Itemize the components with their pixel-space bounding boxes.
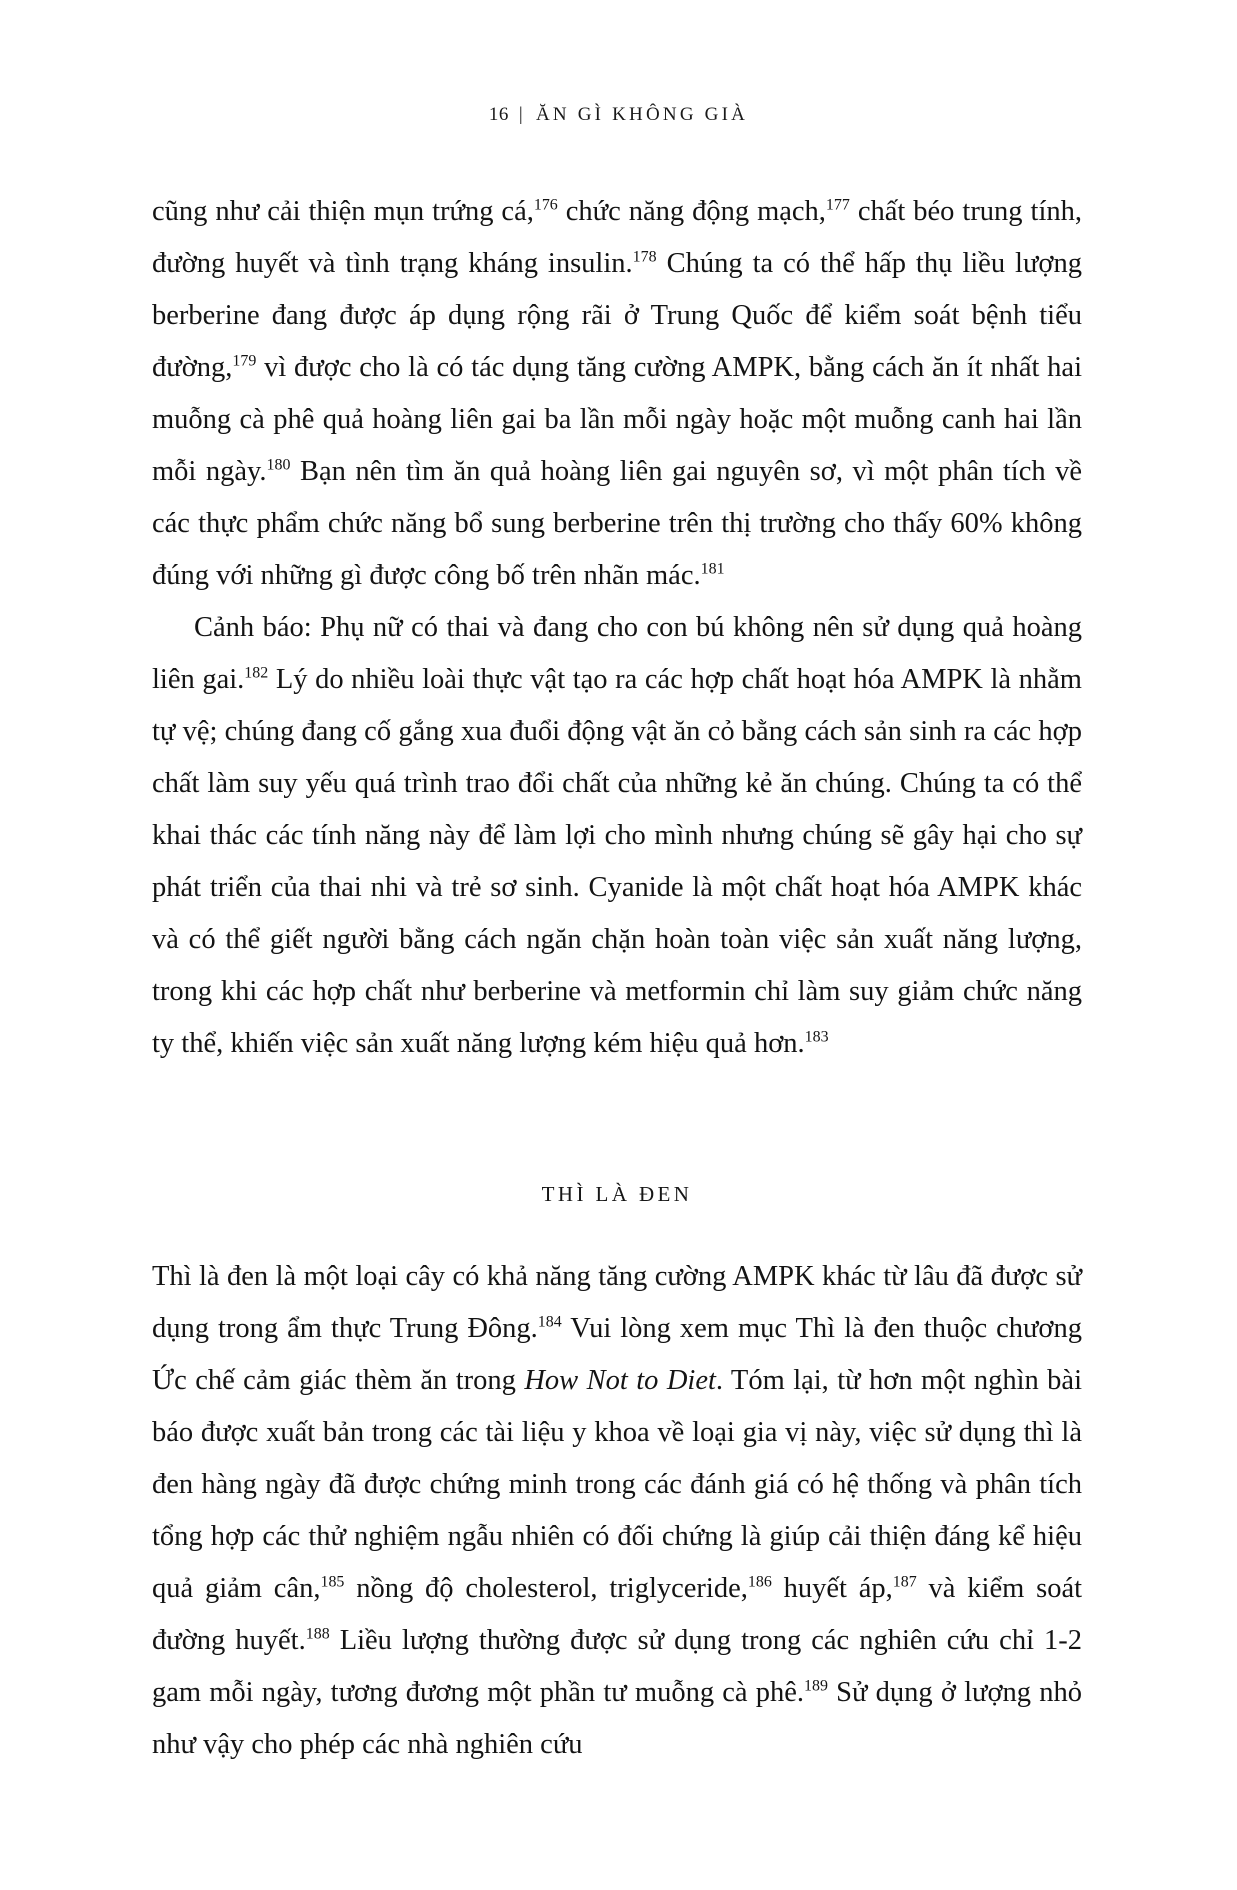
footnote-ref: 189: [804, 1677, 828, 1695]
footnote-ref: 176: [533, 196, 558, 214]
running-head: [0, 104, 1237, 126]
text-run: Vui lòng xem mục Thì là đen thuộc chương Ức chế cảm giác thèm ăn trong: [152, 1313, 1082, 1396]
footnote-ref: 179: [232, 352, 257, 370]
section-spacer-bottom: [152, 1207, 1082, 1251]
page-number: 16: [488, 104, 509, 125]
running-head-divider: |: [518, 104, 526, 125]
book-title-italic: How Not to Diet: [524, 1365, 716, 1396]
footnote-ref: 182: [244, 664, 269, 682]
text-run: Bạn nên tìm ăn quả hoàng liên gai nguyên sơ, vì một phân tích về các thực phẩm chức năng bổ sung berberine trên thị trường cho thấy 60% không đúng với những gì được công bố trên nhãn mác.: [152, 456, 1082, 591]
text-run: Thì là đen là một loại cây có khả năng tăng cường AMPK khác từ lâu đã được sử dụng trong ẩm thực Trung Đông.: [152, 1261, 1082, 1344]
footnote-ref: 185: [320, 1573, 345, 1591]
text-run: Chúng ta có thể hấp thụ liều lượng berberine đang được áp dụng rộng rãi ở Trung Quốc để kiểm soát bệnh tiểu đường,: [152, 248, 1082, 383]
section-heading: THÌ LÀ ĐEN: [541, 1182, 693, 1206]
footnote-ref: 180: [266, 456, 291, 474]
footnote-ref: 181: [700, 560, 725, 578]
footnote-ref: 178: [632, 248, 657, 266]
text-run: . Tóm lại, từ hơn một nghìn bài báo được xuất bản trong các tài liệu y khoa về loại gia vị này, việc sử dụng thì là đen hàng ngày đã được chứng minh trong các đánh giá có hệ thống và phân tích tổng hợp các thử nghiệm ngẫu nhiên có đối chứng là giúp cải thiện đáng kể hiệu quả giảm cân,: [152, 1365, 1082, 1604]
footnote-ref: 186: [747, 1573, 772, 1591]
text-run: và kiểm soát đường huyết.: [152, 1573, 1083, 1656]
paragraph-3: [152, 1251, 1082, 1771]
text-run: huyết áp,: [771, 1573, 893, 1604]
footnote-ref: 188: [305, 1625, 330, 1643]
running-head-title: ĂN GÌ KHÔNG GIÀ: [535, 104, 749, 125]
section-spacer-top: [152, 1070, 1082, 1182]
text-run: Lý do nhiều loài thực vật tạo ra các hợp chất hoạt hóa AMPK là nhằm tự vệ; chúng đang cố gắng xua đuổi động vật ăn cỏ bằng cách sản sinh ra các hợp chất làm suy yếu quá trình trao đổi chất của những kẻ ăn chúng. Chúng ta có thể khai thác các tính năng này để làm lợi cho mình nhưng chúng sẽ gây hại cho sự phát triển của thai nhi và trẻ sơ sinh. Cyanide là một chất hoạt hóa AMPK khác và có thể giết người bằng cách ngăn chặn hoàn toàn việc sản xuất năng lượng, trong khi các hợp chất như berberine và metformin chỉ làm suy giảm chức năng ty thể, khiến việc sản xuất năng lượng kém hiệu quả hơn.: [152, 664, 1082, 1059]
text-run: cũng như cải thiện mụn trứng cá,: [152, 196, 534, 227]
text-run: Liều lượng thường được sử dụng trong các nghiên cứu chỉ 1-2 gam mỗi ngày, tương đương một phần tư muỗng cà phê.: [152, 1625, 1082, 1708]
text-run: nồng độ cholesterol, triglyceride,: [344, 1573, 748, 1604]
text-run: Cảnh báo: Phụ nữ có thai và đang cho con bú không nên sử dụng quả hoàng liên gai.: [152, 612, 1082, 695]
footnote-ref: 177: [825, 196, 850, 214]
paragraph-2: [152, 602, 1082, 1070]
text-run: chất béo trung tính, đường huyết và tình trạng kháng insulin.: [152, 196, 1082, 279]
page-body: [152, 186, 1082, 1771]
footnote-ref: 184: [537, 1313, 562, 1331]
text-run: chức năng động mạch,: [557, 196, 826, 227]
text-run: vì được cho là có tác dụng tăng cường AMPK, bằng cách ăn ít nhất hai muỗng cà phê quả hoàng liên gai ba lần mỗi ngày hoặc một muỗng canh hai lần mỗi ngày.: [152, 352, 1082, 487]
footnote-ref: 187: [892, 1573, 917, 1591]
paragraph-1: [152, 186, 1082, 602]
footnote-ref: 183: [804, 1028, 829, 1046]
text-run: Sử dụng ở lượng nhỏ như vậy cho phép các nhà nghiên cứu: [152, 1677, 1082, 1760]
